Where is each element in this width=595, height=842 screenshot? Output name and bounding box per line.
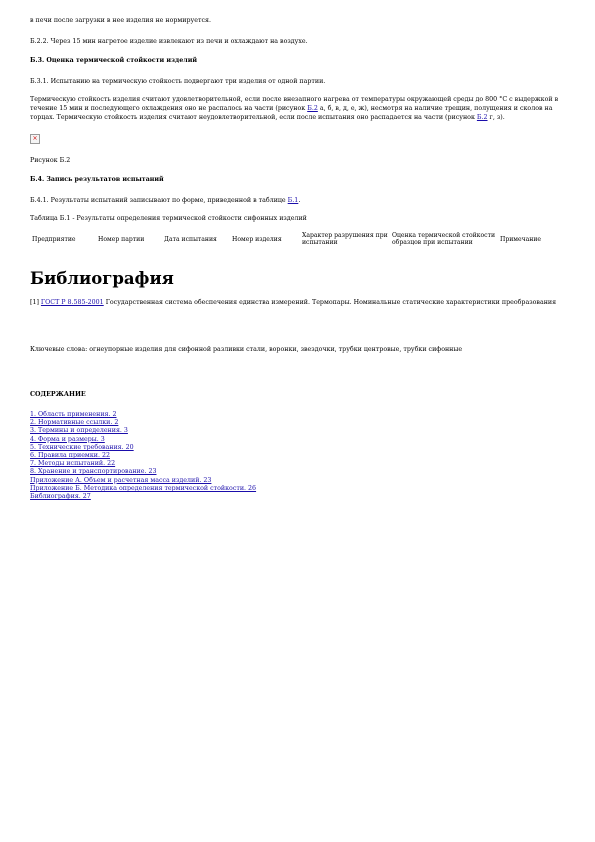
toc-item[interactable]: 7. Методы испытаний. 22	[30, 460, 116, 468]
toc-item[interactable]: 6. Правила приемки. 22	[30, 452, 110, 460]
paragraph-b-2-2: Б.2.2. Через 15 мин нагретое изделие извлекают из печи и охлаждают на воздухе.	[30, 38, 308, 45]
document-page	[30, 14, 570, 501]
figure-b2-link[interactable]: Б.2	[476, 114, 488, 121]
entry-text: Государственная система обеспечения единства измерений. Термопары. Номинальные статические характеристики преобразования	[103, 299, 557, 306]
table-b1-link[interactable]: Б.1	[287, 197, 299, 204]
toc-item[interactable]: 1. Область применения. 2	[30, 411, 117, 418]
figure-b2-link[interactable]: Б.2	[307, 105, 318, 112]
table-header-cell: Дата испытания	[164, 235, 217, 243]
broken-image-icon: ×	[30, 134, 40, 144]
toc-item[interactable]: 3. Термины и определения. 3	[30, 427, 128, 435]
paragraph-b-4-1	[30, 196, 570, 205]
table-caption: Таблица Б.1 - Результаты определения термической стойкости сифонных изделий	[30, 215, 307, 222]
bibliography-entry	[30, 298, 570, 307]
section-heading-b-3: Б.3. Оценка термической стойкости изделий	[30, 57, 198, 64]
results-table	[30, 232, 550, 246]
text-part: а, б, в, д, е, ж), несмотря на наличие трещин, полущения и сколов на торцах. Термическую стойкость изделия считают неудовлетворительной, если после испытания оно распадается на части (рисунок	[30, 105, 553, 121]
text-part: г, з).	[487, 114, 505, 121]
text-part: Термическую стойкость изделия считают удовлетворительной, если после внезапного нагрева от температуры окружающей среды до 800 °С с выдержкой в течение 15 мин и последующего охлаждения оно не распалось на части (рисунок	[30, 96, 559, 112]
table-header-cell: Предприятие	[32, 235, 76, 243]
toc-title: СОДЕРЖАНИЕ	[30, 391, 86, 398]
keywords: Ключевые слова: огнеупорные изделия для сифонной разливки стали, воронки, звездочки, трубки центровые, трубки сифонные	[30, 346, 463, 353]
text-part: .	[298, 197, 301, 204]
paragraph-oven-note: в печи после загрузки в нее изделия не нормируется.	[30, 17, 211, 24]
section-heading-b-4: Б.4. Запись результатов испытаний	[30, 176, 164, 183]
table-header-cell: Номер изделия	[232, 235, 282, 243]
toc-item[interactable]: Библиография. 27	[30, 493, 91, 501]
paragraph-thermal-criteria	[30, 95, 570, 122]
bibliography-title: Библиография	[30, 269, 174, 288]
toc-item[interactable]: Приложение А. Объем и расчетная масса изделий. 23	[30, 476, 212, 484]
table-header-cell: Примечание	[500, 235, 542, 243]
toc-item[interactable]: 8. Хранение и транспортирование. 23	[30, 468, 157, 476]
table-header-cell: Номер партии	[98, 235, 145, 243]
paragraph-b-3-1: Б.3.1. Испытанию на термическую стойкость подвергают три изделия от одной партии.	[30, 78, 326, 85]
gost-link[interactable]: ГОСТ Р 8.585-2001	[40, 299, 104, 306]
table-header-cell: Оценка термической стойкости образцов при испытании	[392, 232, 496, 246]
table-of-contents	[30, 411, 570, 501]
toc-item[interactable]: 5. Технические требования. 20	[30, 443, 134, 451]
table-header-cell: Характер разрушения при испытании	[302, 232, 388, 246]
toc-item[interactable]: 4. Форма и размеры. 3	[30, 435, 105, 443]
toc-item[interactable]: Приложение Б. Методика определения термической стойкости. 26	[30, 484, 257, 492]
figure-caption: Рисунок Б.2	[30, 157, 71, 164]
toc-item[interactable]: 2. Нормативные ссылки. 2	[30, 419, 119, 427]
table-header-row	[30, 232, 550, 246]
text-part: Б.4.1. Результаты испытаний записывают по форме, приведенной в таблице	[30, 197, 288, 204]
entry-number: [1]	[30, 299, 41, 306]
